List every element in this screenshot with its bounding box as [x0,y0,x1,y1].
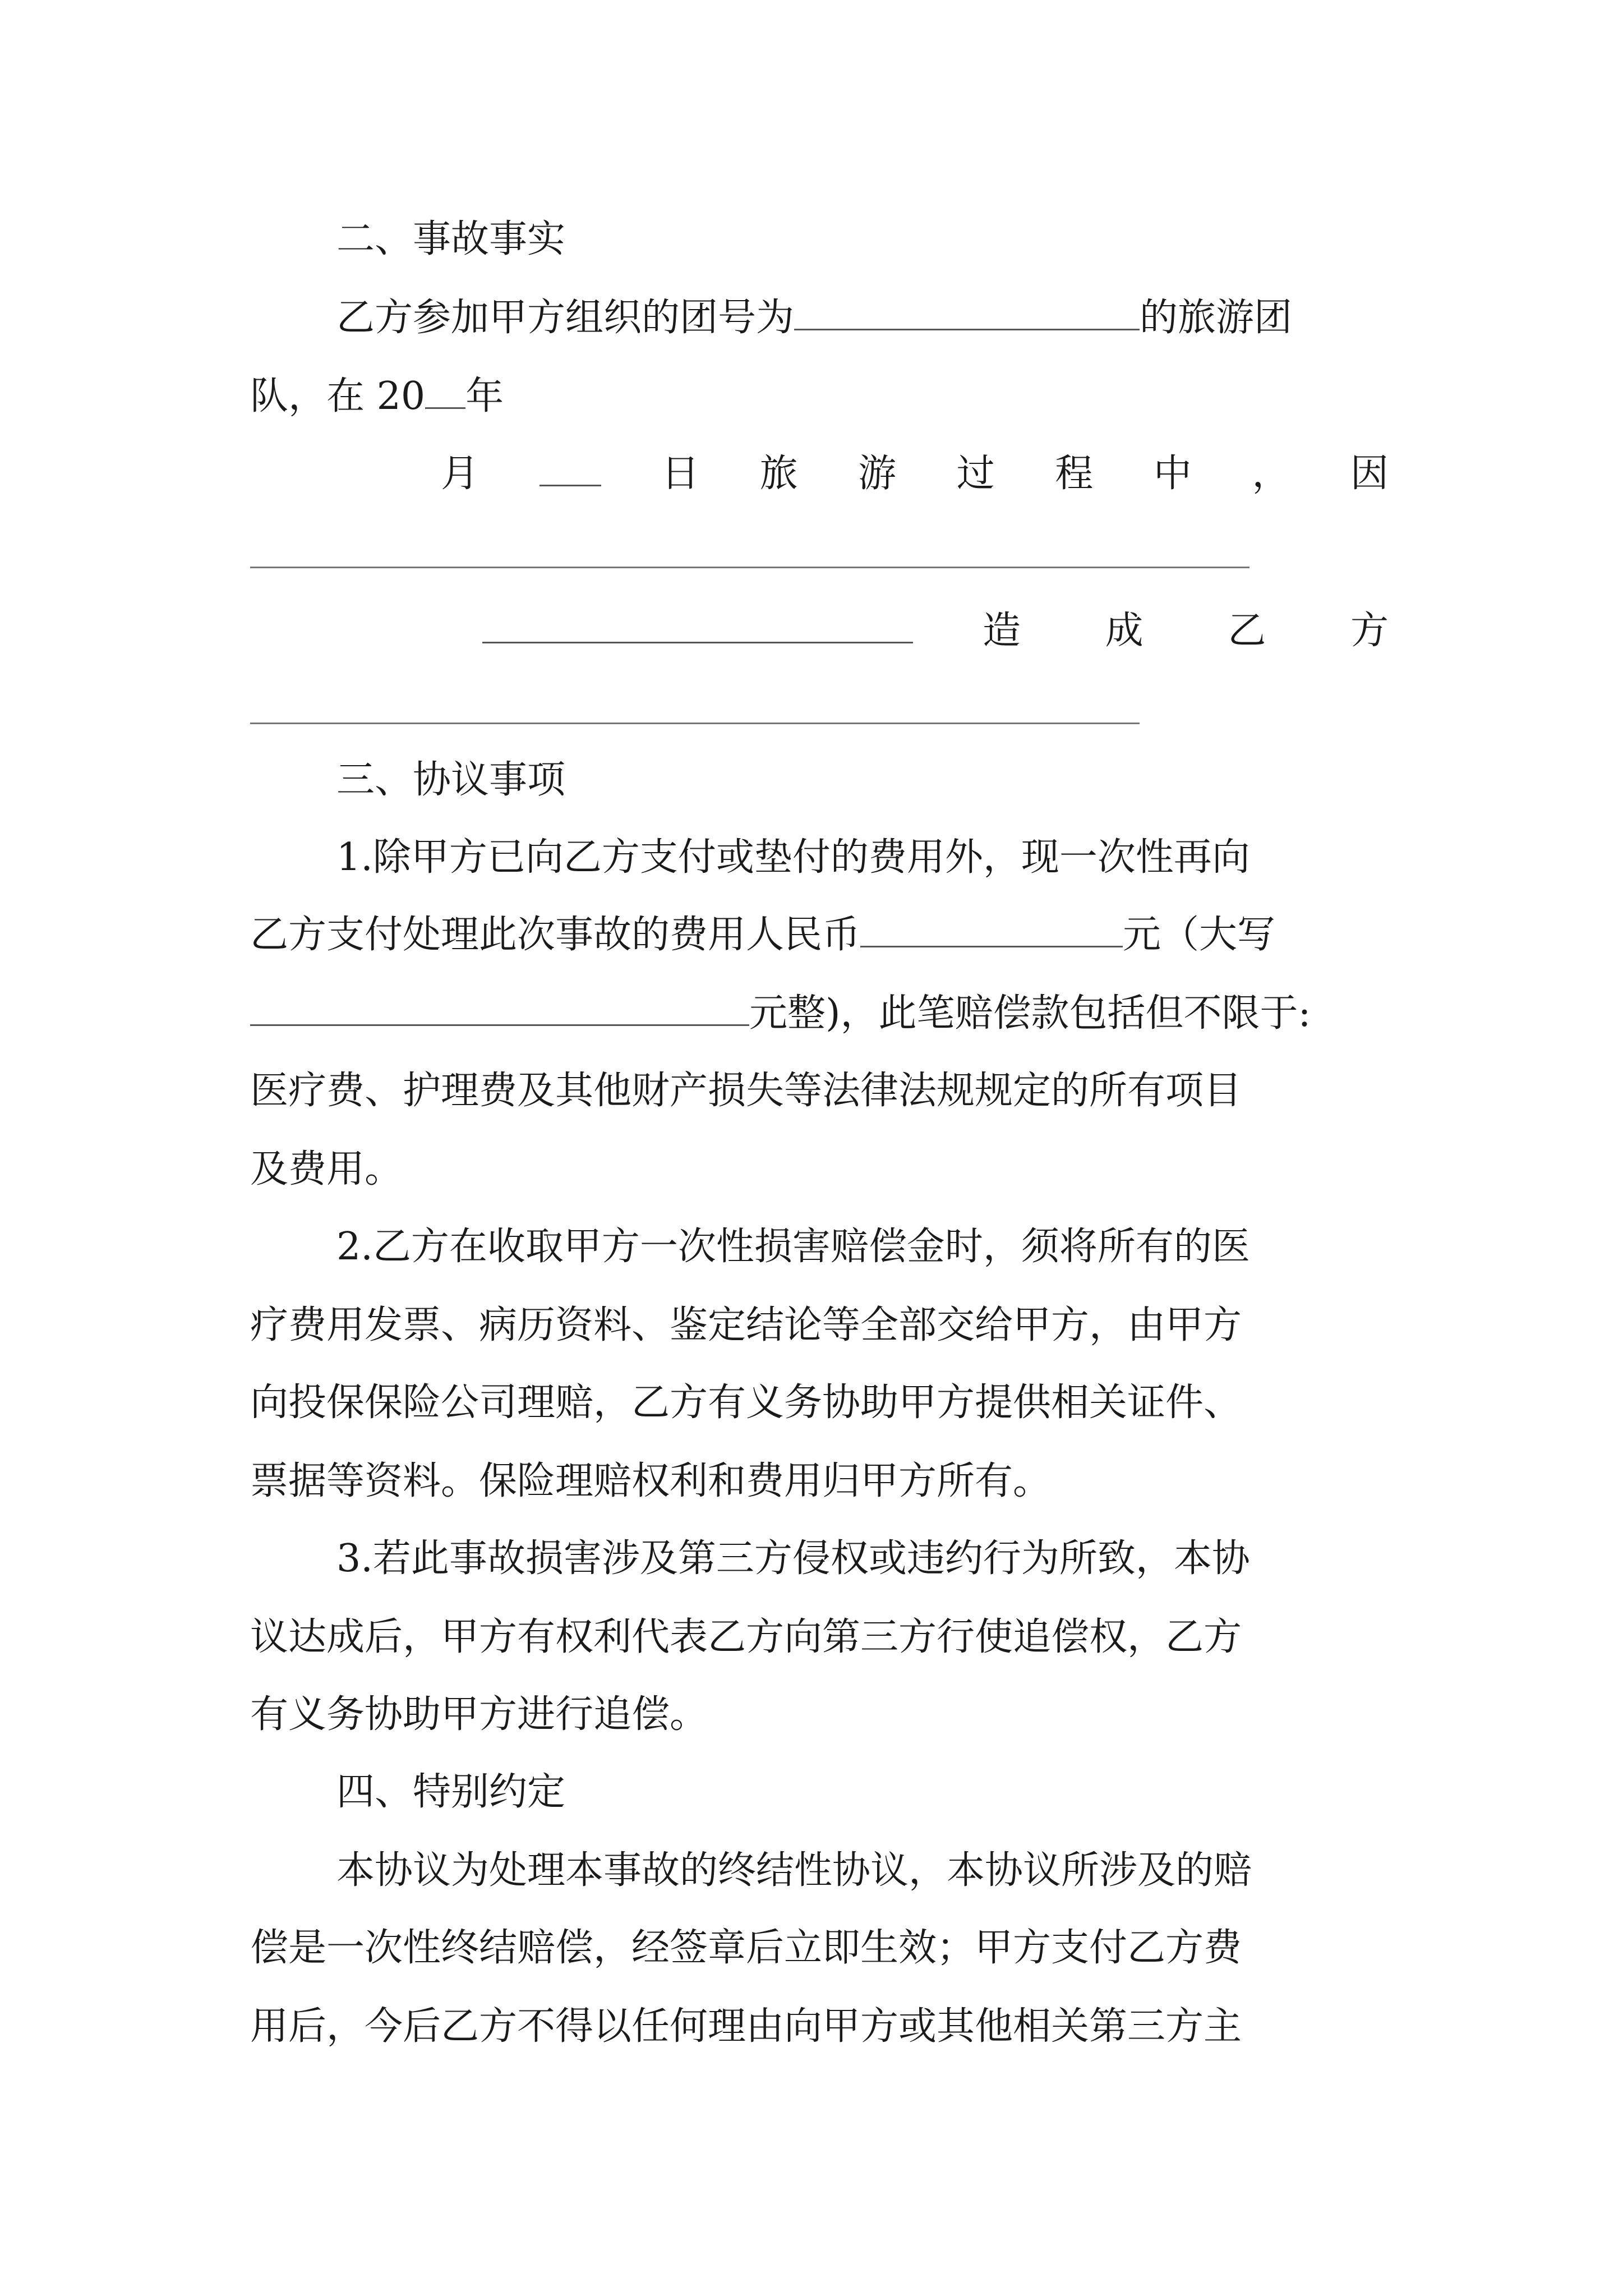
paragraph-line: 3.若此事故损害涉及第三方侵权或违约行为所致，本协 [336,1536,1250,1581]
fill-blank [540,453,601,486]
fill-blank-full-line [250,723,1140,724]
section-heading-3: 三、协议事项 [336,758,566,802]
text-char: 造 [983,609,1021,653]
paragraph-line: 1.除甲方已向乙方支付或垫付的费用外，现一次性再向 [336,835,1250,880]
section-heading-4: 四、特别约定 [336,1770,566,1814]
fill-blank [794,297,1140,330]
text-segment: 乙方参加甲方组织的团号为 [336,296,795,340]
text-char: 游 [858,452,897,496]
text-segment: 元整)，此笔赔偿款包括但不限于: [749,991,1311,1036]
text-char: 方 [1350,609,1389,653]
text-char: 中 [1153,452,1192,496]
paragraph-line: 疗费用发票、病历资料、鉴定结论等全部交给甲方，由甲方 [250,1303,1242,1347]
paragraph-line [250,910,1389,960]
text-segment: 元（大写 [1123,913,1276,957]
text-char: ， [1252,452,1290,496]
paragraph-line: 向投保保险公司理赔，乙方有义务协助甲方提供相关证件、 [250,1381,1242,1425]
paragraph-line-spaced [983,606,1389,656]
text-char: 乙 [1228,609,1266,653]
text-segment: 队，在 20 [250,374,426,418]
paragraph-line [336,293,1389,343]
paragraph-line: 医疗费、护理费及其他财产损失等法律法规规定的所有项目 [250,1069,1242,1113]
paragraph-line: 有义务协助甲方进行追偿。 [250,1692,708,1737]
paragraph-line: 及费用。 [250,1147,403,1191]
paragraph-line [250,988,1389,1039]
paragraph-line: 本协议为处理本事故的终结性协议，本协议所涉及的赔 [336,1848,1252,1893]
text-char: 旅 [759,452,798,496]
text-segment: 年 [465,374,504,418]
text-char: 成 [1105,609,1144,653]
text-char: 月 [441,452,479,496]
text-char: 因 [1350,452,1389,496]
section-heading-2: 二、事故事实 [336,217,566,261]
paragraph-line-spaced [441,449,1389,499]
paragraph-line: 议达成后，甲方有权利代表乙方向第三方行使追偿权，乙方 [250,1615,1242,1659]
fill-blank [250,993,749,1026]
text-char: 过 [956,452,995,496]
paragraph-line: 2.乙方在收取甲方一次性损害赔偿金时，须将所有的医 [336,1225,1250,1269]
fill-blank [425,376,465,409]
fill-blank [860,914,1123,947]
text-segment: 的旅游团 [1140,296,1293,340]
paragraph-line: 用后，今后乙方不得以任何理由向甲方或其他相关第三方主 [250,2004,1242,2049]
text-segment: 乙方支付处理此次事故的费用人民币 [250,913,861,957]
paragraph-line [250,371,1389,422]
text-char: 日 [661,452,700,496]
paragraph-line: 票据等资料。保险理赔权利和费用归甲方所有。 [250,1459,1052,1503]
text-char: 程 [1055,452,1094,496]
fill-blank [482,610,913,643]
fill-blank-full-line [250,567,1249,568]
paragraph-line: 偿是一次性终结赔偿，经签章后立即生效；甲方支付乙方费 [250,1926,1242,1970]
